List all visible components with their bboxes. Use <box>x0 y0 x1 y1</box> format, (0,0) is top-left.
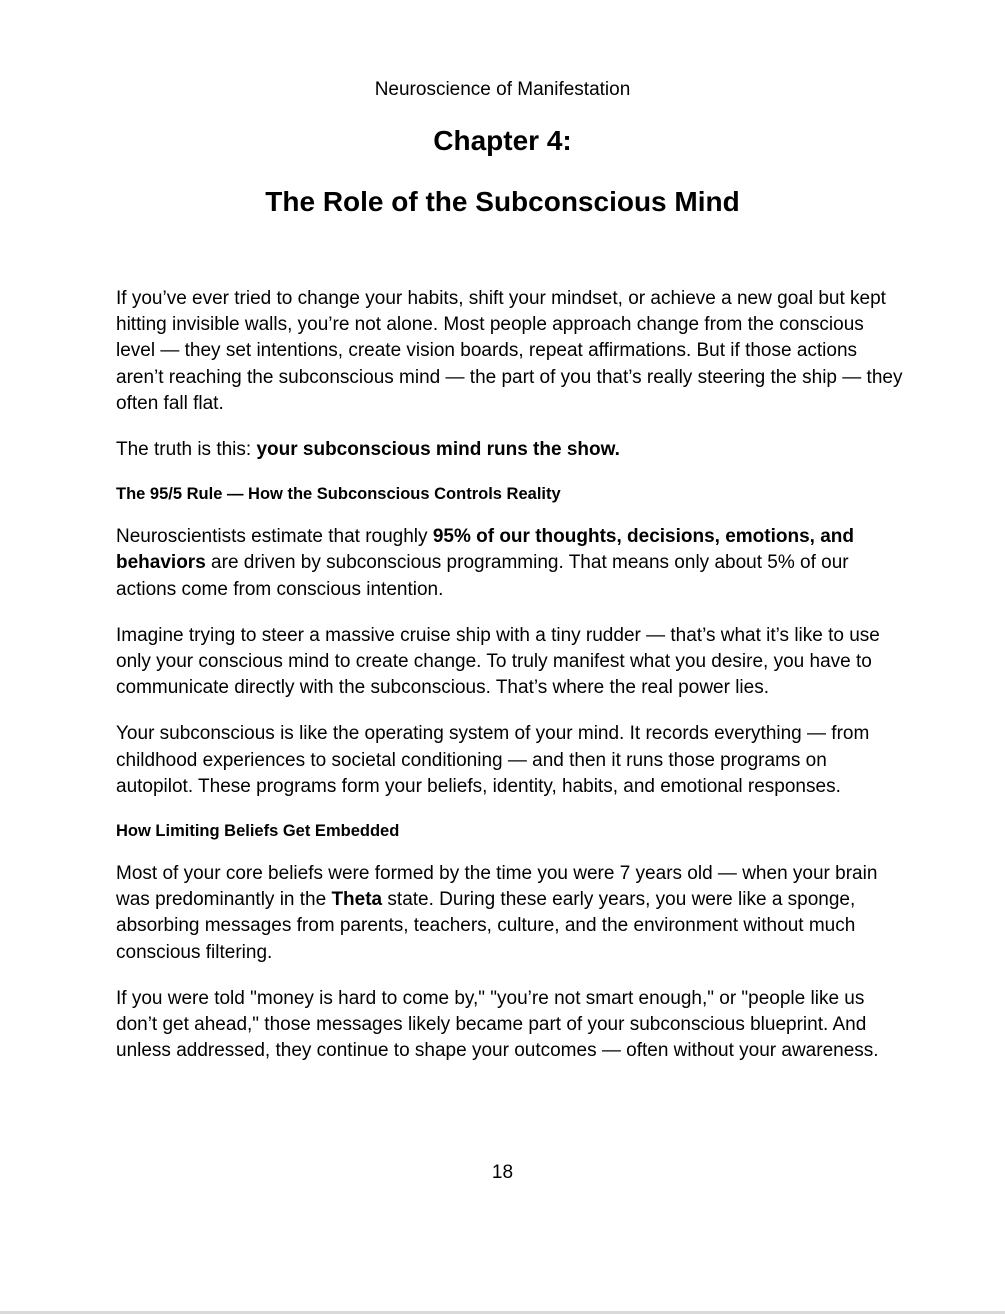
page-number: 18 <box>491 1162 514 1183</box>
paragraph-operating-system: Your subconscious is like the operating system of your mind. It records everything — from childhood experiences to societal conditioning — and then it runs those programs on autopilot. These programs form your beliefs, identity, habits, and emotional responses. <box>116 723 870 797</box>
paragraph-blueprint: If you were told "money is hard to come by," "you’re not smart enough," or "people like us don’t get ahead," those messages likely became part of your subconscious blueprint. And unless addressed, they continue to shape your outcomes — often without your awareness. <box>116 987 879 1062</box>
paragraph-neuroscientists-tail: are driven by subconscious programming. That means only about 5% of our actions come from conscious intention. <box>116 552 849 600</box>
running-header: Neuroscience of Manifestation <box>374 79 631 100</box>
paragraph-intro: If you’ve ever tried to change your habits, shift your mindset, or achieve a new goal but kept hitting invisible walls, you’re not alone. Most people approach change from the conscious level — they set intentions, create vision boards, repeat affirmations. But if those actions aren’t reaching the subconscious mind — the part of you that’s really steering the ship — they often fall flat. <box>116 288 903 414</box>
paragraph-neuroscientists <box>116 524 906 603</box>
paragraph-core-beliefs-emphasis: Theta <box>331 889 383 911</box>
paragraph-truth-lead: The truth is this: <box>116 439 257 461</box>
paragraph-core-beliefs-lead: Most of your core beliefs were formed by the time you were 7 years old — when your brain was predominantly in the <box>116 863 878 911</box>
paragraph-truth-emphasis: your subconscious mind runs the show. <box>256 439 620 461</box>
paragraph-core-beliefs <box>116 861 906 966</box>
paragraph-core-beliefs-tail: state. During these early years, you were like a sponge, absorbing messages from parents, teachers, culture, and the environment without much conscious filtering. <box>116 889 856 963</box>
paragraph-truth <box>116 437 906 463</box>
paragraph-neuroscientists-emphasis: 95% of our thoughts, decisions, emotions, and behaviors <box>116 526 855 574</box>
paragraph-neuroscientists-lead: Neuroscientists estimate that roughly <box>116 526 433 548</box>
section-heading-95-5-rule: The 95/5 Rule — How the Subconscious Controls Reality <box>116 485 561 504</box>
chapter-title: The Role of the Subconscious Mind <box>265 186 740 217</box>
chapter-body <box>116 286 906 1084</box>
paragraph-cruise-ship: Imagine trying to steer a massive cruise ship with a tiny rudder — that’s what it’s like to use only your conscious mind to create change. To truly manifest what you desire, you have to communicate directly with the subconscious. That’s where the real power lies. <box>116 624 880 699</box>
chapter-number: Chapter 4: <box>433 125 572 156</box>
section-heading-limiting-beliefs: How Limiting Beliefs Get Embedded <box>116 822 400 841</box>
